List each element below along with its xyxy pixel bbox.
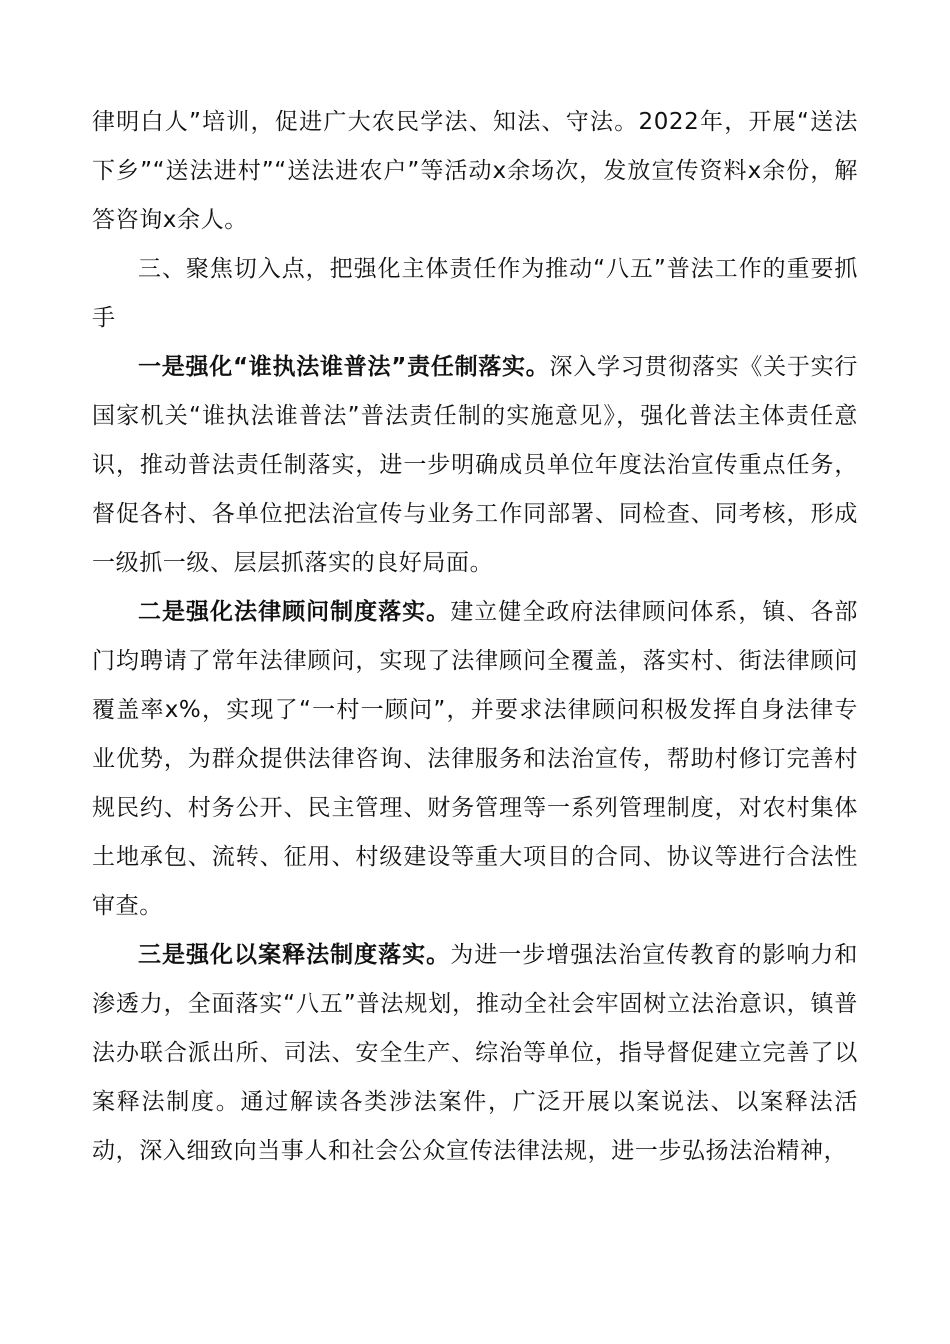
paragraph-item-1 <box>92 343 858 588</box>
section-heading <box>92 245 858 343</box>
paragraph-item-2 <box>92 588 858 931</box>
paragraph-text: 律明白人”培训，促进广大农民学法、知法、守法。2022年，开展“送法下乡”“送法进村”“送法进农户”等活动x余场次，发放宣传资料x余份，解答咨询x余人。 <box>92 109 858 233</box>
section-heading-text: 三、聚焦切入点，把强化主体责任作为推动“八五”普法工作的重要抓手 <box>92 256 858 331</box>
document-page <box>92 98 858 1176</box>
paragraph-lead: 二是强化法律顾问制度落实。 <box>138 599 451 625</box>
paragraph-lead: 三是强化以案释法制度落实。 <box>138 942 451 968</box>
paragraph-text: 深入学习贯彻落实《关于实行国家机关“谁执法谁普法”普法责任制的实施意见》，强化普法主体责任意识，推动普法责任制落实，进一步明确成员单位年度法治宣传重点任务，督促各村、各单位把法治宣传与业务工作同部署、同检查、同考核，形成一级抓一级、层层抓落实的良好局面。 <box>92 354 858 576</box>
paragraph-continuation <box>92 98 858 245</box>
paragraph-item-3 <box>92 931 858 1176</box>
paragraph-text: 建立健全政府法律顾问体系，镇、各部门均聘请了常年法律顾问，实现了法律顾问全覆盖，落实村、街法律顾问覆盖率x%，实现了“一村一顾问”，并要求法律顾问积极发挥自身法律专业优势，为群众提供法律咨询、法律服务和法治宣传，帮助村修订完善村规民约、村务公开、民主管理、财务管理等一系列管理制度，对农村集体土地承包、流转、征用、村级建设等重大项目的合同、协议等进行合法性审查。 <box>92 599 858 919</box>
paragraph-lead: 一是强化“谁执法谁普法”责任制落实。 <box>138 354 550 380</box>
paragraph-text: 为进一步增强法治宣传教育的影响力和渗透力，全面落实“八五”普法规划，推动全社会牢固树立法治意识，镇普法办联合派出所、司法、安全生产、综治等单位，指导督促建立完善了以案释法制度。通过解读各类涉法案件，广泛开展以案说法、以案释法活动，深入细致向当事人和社会公众宣传法律法规，进一步弘扬法治精神， <box>92 942 858 1164</box>
